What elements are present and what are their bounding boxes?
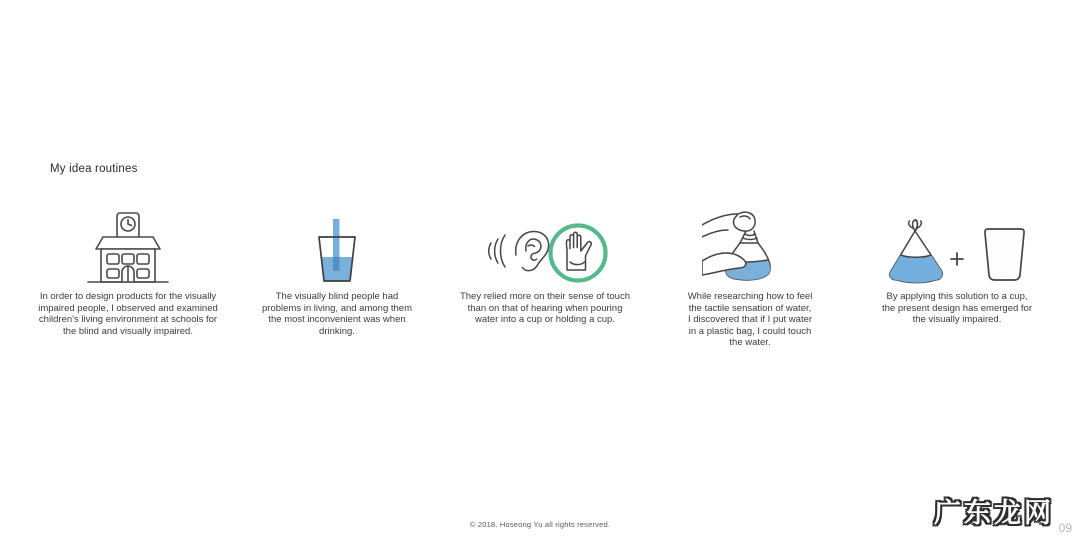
- tied-bag: [890, 220, 942, 283]
- page-number: 09: [1058, 521, 1072, 535]
- glass-with-straw-icon: [311, 201, 363, 285]
- empty-cup: [985, 229, 1024, 280]
- plus-sign: [951, 253, 963, 265]
- idea-step-1: [38, 201, 218, 337]
- sound-waves: [489, 235, 505, 267]
- hand-holding-water-bag-icon: [702, 201, 798, 285]
- idea-step-3: [459, 201, 631, 326]
- ear-outline: [516, 231, 549, 270]
- copyright-text: © 2018. Hoseong Yu all rights reserved.: [469, 520, 611, 529]
- water-bag-plus-cup-icon: [879, 201, 1035, 285]
- idea-step-2: [262, 201, 412, 337]
- school-building-icon: [86, 201, 170, 285]
- step-description: While researching how to feel the tactile sensation of water, I discovered that if I put water in a plastic bag, I could touch the water.: [687, 291, 813, 349]
- site-watermark: 广东龙网: [934, 498, 1054, 528]
- idea-step-5: [881, 201, 1033, 326]
- ear-hearing-and-touch-hand-icon: [481, 201, 609, 285]
- idea-step-4: [687, 201, 813, 349]
- step-description: By applying this solution to a cup, the present design has emerged for the visually impaired.: [882, 291, 1032, 326]
- page-title: My idea routines: [50, 163, 138, 175]
- step-description: The visually blind people had problems in living, and among them the most inconvenient was when drinking.: [262, 291, 412, 337]
- step-description: In order to design products for the visually impaired people, I observed and examined children's living environment at schools for the blind and visually impaired.: [38, 291, 218, 337]
- step-description: They relied more on their sense of touch than on that of hearing when pouring water into a cup or holding a cup.: [459, 291, 631, 326]
